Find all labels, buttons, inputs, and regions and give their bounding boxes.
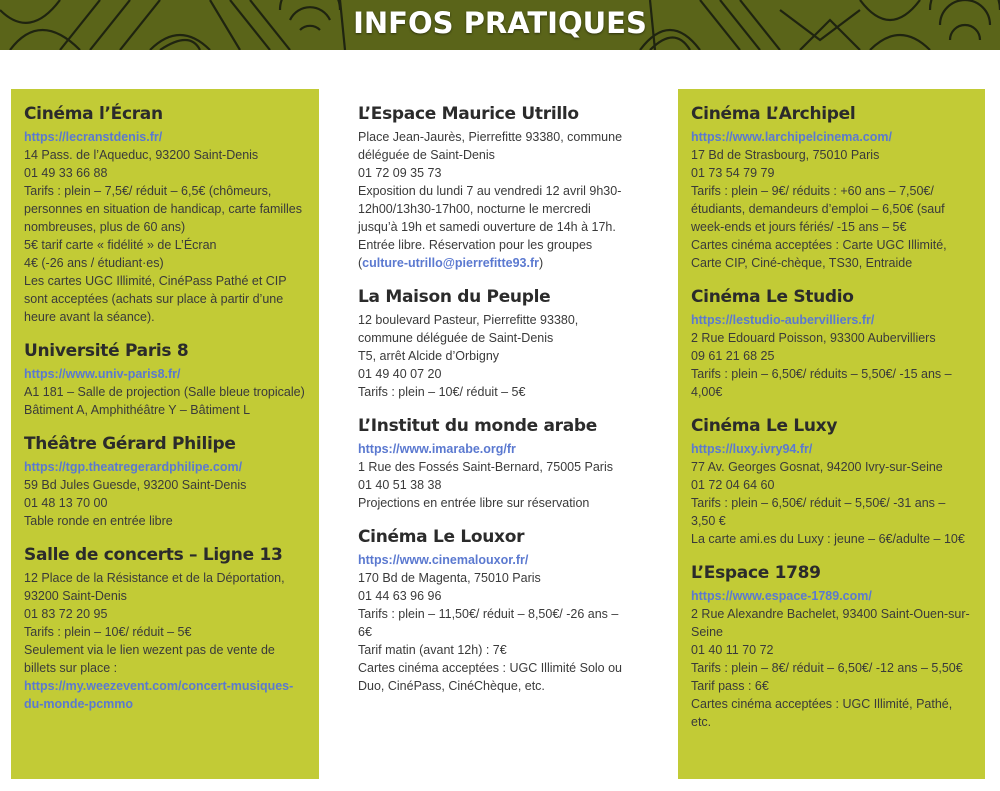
venue-address: 59 Bd Jules Guesde, 93200 Saint-Denis xyxy=(24,478,247,492)
venue-prices: Tarifs : plein – 9€/ réduits : +60 ans – 7,50€/ étudiants, demandeurs d’emploi – 6,50€ (sauf week-ends et jours fériés/ -15 ans – 5€ xyxy=(691,184,945,234)
venue-link[interactable]: https://lestudio-aubervilliers.fr/ xyxy=(691,313,875,327)
venue-info: Entrée libre. Réservation pour les groupes xyxy=(358,238,593,252)
venue-phone: 01 49 40 07 20 xyxy=(358,367,442,381)
venue-address: 12 Place de la Résistance et de la Déportation, 93200 Saint-Denis xyxy=(24,571,285,603)
venue-card xyxy=(24,103,306,326)
venue-info: Les cartes UGC Illimité, CinéPass Pathé et CIP sont acceptées (achats sur place à partir d’une heure avant la séance). xyxy=(24,274,287,324)
venue-note xyxy=(24,641,306,713)
venue-phone: 01 73 54 79 79 xyxy=(691,166,775,180)
venue-address: 14 Pass. de l’Aqueduc, 93200 Saint-Denis xyxy=(24,148,259,162)
venue-name: Université Paris 8 xyxy=(24,341,189,361)
ticket-link[interactable]: https://my.weezevent.com/concert-musiques-du-monde-pcmmo xyxy=(24,679,294,711)
venue-link[interactable]: https://www.imarabe.org/fr xyxy=(358,442,516,456)
venue-info: Exposition du lundi 7 au vendredi 12 avril 9h30-12h00/13h30-17h00, nocturne le mercredi jusqu’à 19h et samedi ouverture de 14h à 17h. xyxy=(358,184,622,234)
venue-phone: 01 40 51 38 38 xyxy=(358,478,442,492)
page-title: INFOS PRATIQUES xyxy=(353,6,647,40)
venue-name: Salle de concerts – Ligne 13 xyxy=(24,545,283,565)
venue-card xyxy=(358,415,632,512)
venue-prices: Tarifs : plein – 8€/ réduit – 6,50€/ -12 ans – 5,50€ xyxy=(691,661,963,675)
venue-info: La carte ami.es du Luxy : jeune – 6€/adulte – 10€ xyxy=(691,532,965,546)
venue-phone: 01 48 13 70 00 xyxy=(24,496,108,510)
venue-phone: 09 61 21 68 25 xyxy=(691,349,775,363)
venue-address: A1 181 – Salle de projection (Salle bleue tropicale) xyxy=(24,385,305,399)
venue-link[interactable]: https://lecranstdenis.fr/ xyxy=(24,130,163,144)
venue-name: Cinéma Le Luxy xyxy=(691,416,838,436)
venue-phone: 01 72 09 35 73 xyxy=(358,166,442,180)
venue-name: L’Institut du monde arabe xyxy=(358,416,597,436)
venue-email-line: (culture-utrillo@pierrefitte93.fr) xyxy=(358,256,544,270)
venue-card xyxy=(24,433,306,530)
venue-name: L’Espace 1789 xyxy=(691,563,821,583)
venue-phone: 01 83 72 20 95 xyxy=(24,607,108,621)
venue-address: 17 Bd de Strasbourg, 75010 Paris xyxy=(691,148,880,162)
header-banner xyxy=(0,0,1000,50)
venue-link[interactable]: https://www.cinemalouxor.fr/ xyxy=(358,553,529,567)
venues-column-left xyxy=(11,89,319,779)
venue-phone: 01 40 11 70 72 xyxy=(691,643,774,657)
venue-name: Théâtre Gérard Philipe xyxy=(24,434,236,454)
venue-info: Tarif matin (avant 12h) : 7€ xyxy=(358,643,507,657)
venue-prices: Tarifs : plein – 11,50€/ réduit – 8,50€/ -26 ans – 6€ xyxy=(358,607,619,639)
venue-link[interactable]: https://luxy.ivry94.fr/ xyxy=(691,442,813,456)
venue-info: Projections en entrée libre sur réservation xyxy=(358,496,590,510)
venue-transport: T5, arrêt Alcide d’Orbigny xyxy=(358,349,500,363)
venue-card xyxy=(24,544,306,713)
venue-prices: Tarifs : plein – 10€/ réduit – 5€ xyxy=(24,625,192,639)
venue-link[interactable]: https://tgp.theatregerardphilipe.com/ xyxy=(24,460,243,474)
venue-info: Bâtiment A, Amphithéâtre Y – Bâtiment L xyxy=(24,403,251,417)
venue-name: Cinéma L’Archipel xyxy=(691,104,856,124)
venues-column-middle xyxy=(345,89,645,779)
venue-name: Cinéma l’Écran xyxy=(24,104,163,124)
venue-info: Tarif pass : 6€ xyxy=(691,679,769,693)
venues-column-right xyxy=(678,89,985,779)
venue-info: 4€ (-26 ans / étudiant·es) xyxy=(24,256,164,270)
venue-card xyxy=(358,526,632,695)
venue-info: Table ronde en entrée libre xyxy=(24,514,173,528)
venue-name: L’Espace Maurice Utrillo xyxy=(358,104,579,124)
note-text: Seulement via le lien wezent pas de vente de billets sur place : xyxy=(24,643,275,675)
venue-prices: Tarifs : plein – 6,50€/ réduits – 5,50€/ -15 ans – 4,00€ xyxy=(691,367,952,399)
venue-phone: 01 49 33 66 88 xyxy=(24,166,108,180)
venue-info: Cartes cinéma acceptées : UGC Illimité, Pathé, etc. xyxy=(691,697,953,729)
venue-address: 2 Rue Alexandre Bachelet, 93400 Saint-Ouen-sur-Seine xyxy=(691,607,970,639)
venue-address: 12 boulevard Pasteur, Pierrefitte 93380, commune déléguée de Saint-Denis xyxy=(358,313,579,345)
venue-card xyxy=(358,286,632,401)
email-link[interactable]: culture-utrillo@pierrefitte93.fr xyxy=(362,256,539,270)
venue-address: 1 Rue des Fossés Saint-Bernard, 75005 Paris xyxy=(358,460,613,474)
venue-address: 170 Bd de Magenta, 75010 Paris xyxy=(358,571,541,585)
venue-card xyxy=(691,286,972,401)
venue-name: La Maison du Peuple xyxy=(358,287,551,307)
venue-address: Place Jean-Jaurès, Pierrefitte 93380, commune déléguée de Saint-Denis xyxy=(358,130,623,162)
venue-link[interactable]: https://www.larchipelcinema.com/ xyxy=(691,130,892,144)
venue-info: 5€ tarif carte « fidélité » de L’Écran xyxy=(24,238,217,252)
venue-prices: Tarifs : plein – 10€/ réduit – 5€ xyxy=(358,385,526,399)
venue-link[interactable]: https://www.espace-1789.com/ xyxy=(691,589,872,603)
venue-prices: Tarifs : plein – 6,50€/ réduit – 5,50€/ -31 ans – 3,50 € xyxy=(691,496,946,528)
venue-name: Cinéma Le Studio xyxy=(691,287,854,307)
venue-card xyxy=(24,340,306,419)
venue-prices: Tarifs : plein – 7,5€/ réduit – 6,5€ (chômeurs, personnes en situation de handicap, carte familles nombreuses, plus de 60 ans) xyxy=(24,184,302,234)
venue-phone: 01 44 63 96 96 xyxy=(358,589,442,603)
venue-card xyxy=(691,103,972,272)
venue-info: Cartes cinéma acceptées : Carte UGC Illimité, Carte CIP, Ciné-chèque, TS30, Entraide xyxy=(691,238,947,270)
venue-address: 77 Av. Georges Gosnat, 94200 Ivry-sur-Seine xyxy=(691,460,943,474)
venue-card xyxy=(358,103,632,272)
venue-link[interactable]: https://www.univ-paris8.fr/ xyxy=(24,367,181,381)
venue-address: 2 Rue Edouard Poisson, 93300 Aubervilliers xyxy=(691,331,936,345)
venue-card xyxy=(691,415,972,548)
venue-card xyxy=(691,562,972,731)
venue-phone: 01 72 04 64 60 xyxy=(691,478,775,492)
venue-info: Cartes cinéma acceptées : UGC Illimité Solo ou Duo, CinéPass, CinéChèque, etc. xyxy=(358,661,622,693)
venue-name: Cinéma Le Louxor xyxy=(358,527,525,547)
